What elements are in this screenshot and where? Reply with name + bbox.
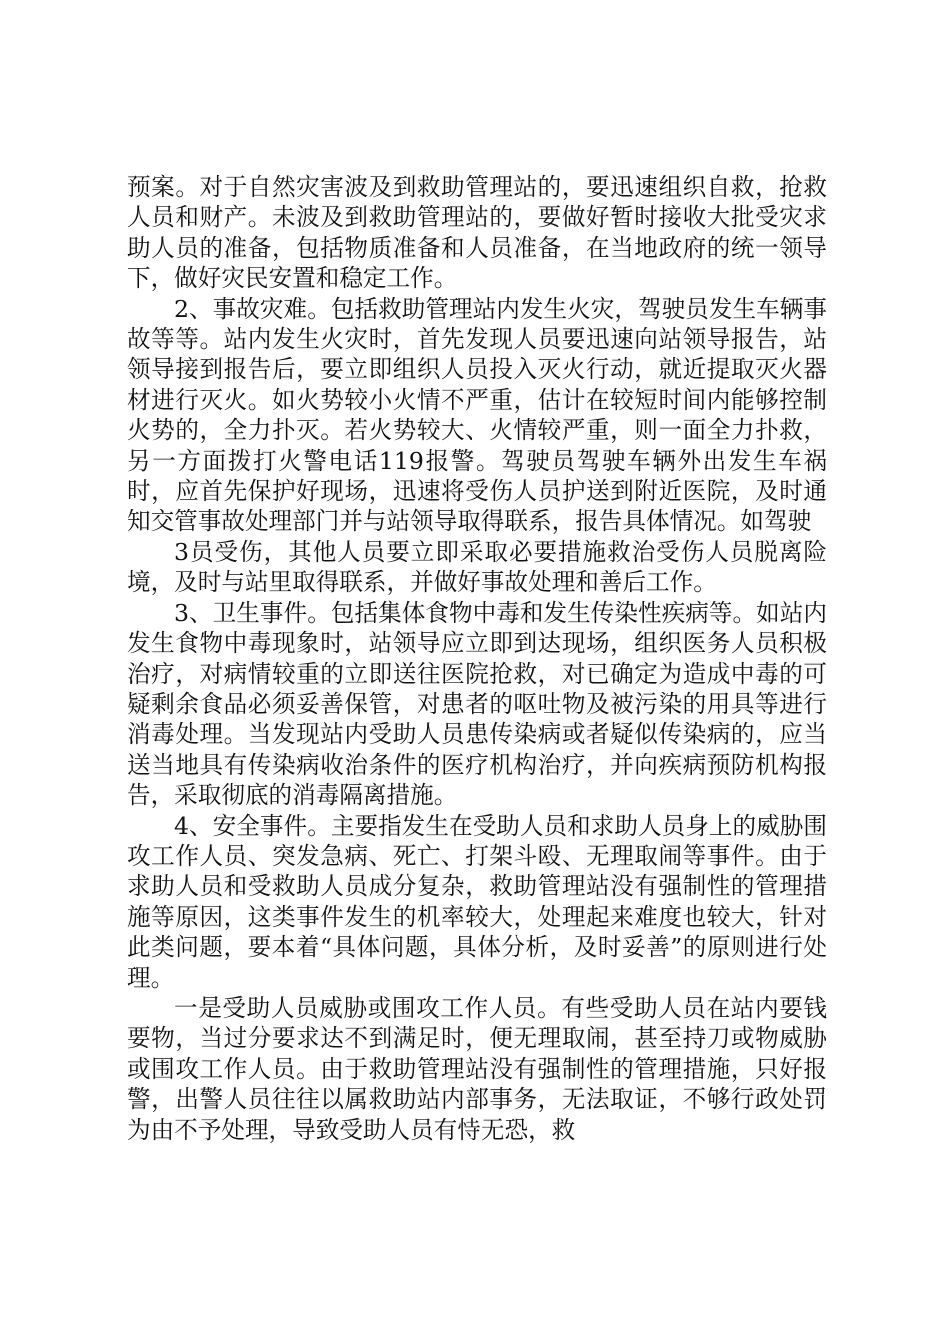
paragraph-3: 3员受伤，其他人员要立即采取必要措施救治受伤人员脱离险境，及时与站里取得联系，并做好事故处理和善后工作。 [127, 537, 827, 597]
paragraph-4: 3、卫生事件。包括集体食物中毒和发生传染性疾病等。如站内发生食物中毒现象时，站领导应立即到达现场，组织医务人员积极治疗，对病情较重的立即送往医院抢救，对已确定为造成中毒的可疑剩余食品必须妥善保管，对患者的呕吐物及被污染的用具等进行消毒处理。当发现站内受助人员患传染病或者疑似传染病的，应当送当地具有传染病收治条件的医疗机构治疗，并向疾病预防机构报告，采取彻底的消毒隔离措施。 [127, 598, 827, 810]
paragraph-2: 2、事故灾难。包括救助管理站内发生火灾，驾驶员发生车辆事故等等。站内发生火灾时，首先发现人员要迅速向站领导报告，站领导接到报告后，要立即组织人员投入灭火行动，就近提取灭火器材进行灭火。如火势较小火情不严重，估计在较短时间内能够控制火势的，全力扑灭。若火势较大、火情较严重，则一面全力扑救，另一方面拨打火警电话119报警。驾驶员驾驶车辆外出发生车祸时，应首先保护好现场，迅速将受伤人员护送到附近医院，及时通知交管事故处理部门并与站领导取得联系，报告具体情况。如驾驶 [127, 294, 827, 536]
paragraph-5: 4、安全事件。主要指发生在受助人员和求助人员身上的威胁围攻工作人员、突发急病、死亡、打架斗殴、无理取闹等事件。由于求助人员和受救助人员成分复杂，救助管理站没有强制性的管理措施等原因，这类事件发生的机率较大，处理起来难度也较大，针对此类问题，要本着“具体问题，具体分析，及时妥善”的原则进行处理。 [127, 811, 827, 992]
paragraph-1: 预案。对于自然灾害波及到救助管理站的，要迅速组织自救，抢救人员和财产。未波及到救助管理站的，要做好暂时接收大批受灾求助人员的准备，包括物质准备和人员准备，在当地政府的统一领导下，做好灾民安置和稳定工作。 [127, 173, 827, 293]
paragraph-6: 一是受助人员威胁或围攻工作人员。有些受助人员在站内要钱要物，当过分要求达不到满足时，便无理取闹，甚至持刀或物威胁或围攻工作人员。由于救助管理站没有强制性的管理措施，只好报警，出警人员往往以属救助站内部事务，无法取证，不够行政处罚为由不予处理，导致受助人员有恃无恐，救 [127, 993, 827, 1144]
document-body [127, 172, 827, 1145]
